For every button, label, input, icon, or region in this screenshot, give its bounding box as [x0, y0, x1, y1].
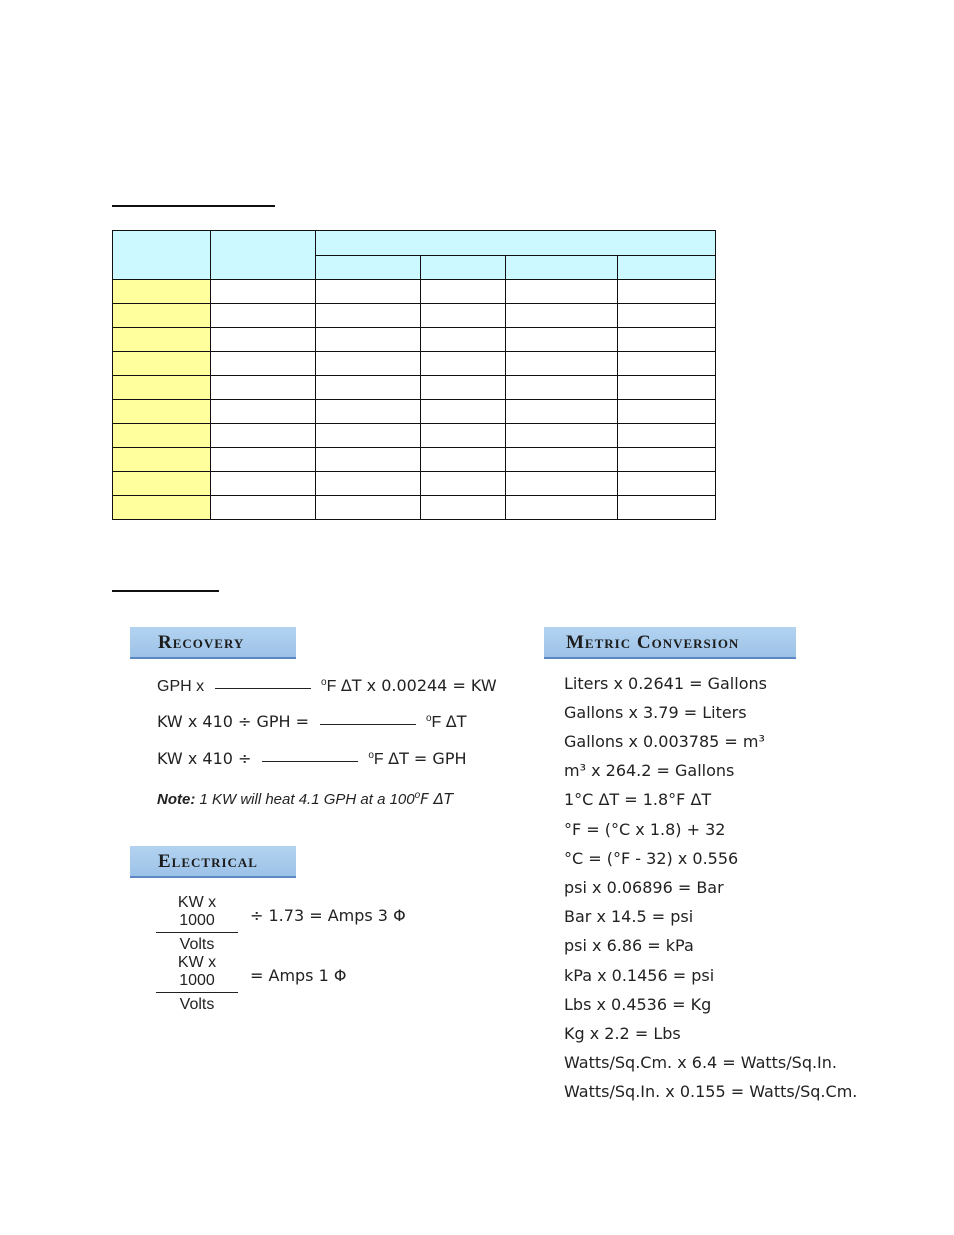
recovery-formula-1: GPH x $^o$F ΔT x 0.00244 = KW: [157, 676, 497, 695]
table-row: [113, 472, 716, 496]
table-row: [113, 424, 716, 448]
header-cell: [211, 231, 316, 280]
subheader-cell: [316, 256, 421, 280]
table-row: [113, 304, 716, 328]
conversion-line: °C = (°F - 32) x 0.556: [564, 849, 739, 868]
table-row: [113, 496, 716, 520]
table-row: [113, 448, 716, 472]
conversion-line: m³ x 264.2 = Gallons: [564, 761, 735, 780]
metric-conversion-heading: Metric Conversion: [544, 627, 796, 659]
recovery-formula-2: KW x 410 ÷ GPH = $^o$F ΔT: [157, 712, 467, 731]
conversion-line: 1°C ΔT = 1.8°F ΔT: [564, 790, 712, 809]
header-cell-span: [316, 231, 716, 256]
conversion-line: Lbs x 0.4536 = Kg: [564, 995, 712, 1014]
conversion-line: Gallons x 0.003785 = m³: [564, 732, 765, 751]
electrical-formula-2-tail: = Amps 1 Φ: [250, 966, 347, 985]
electrical-fraction-2: KW x 1000 Volts: [156, 954, 238, 1014]
conversion-line: Kg x 2.2 = Lbs: [564, 1024, 681, 1043]
header-cell: [113, 231, 211, 280]
conversion-line: psi x 0.06896 = Bar: [564, 878, 724, 897]
table-row: [113, 376, 716, 400]
table-row: [113, 400, 716, 424]
subheader-cell: [506, 256, 618, 280]
subheader-cell: [618, 256, 716, 280]
conversion-line: Watts/Sq.Cm. x 6.4 = Watts/Sq.In.: [564, 1053, 837, 1072]
electrical-heading: Electrical: [130, 846, 296, 878]
conversion-line: psi x 6.86 = kPa: [564, 936, 694, 955]
data-table: [112, 230, 716, 520]
recovery-note: Note: 1 KW will heat 4.1 GPH at a 100$^o$F ΔT: [157, 790, 453, 808]
section-heading-underline-1: [112, 205, 275, 207]
subheader-cell: [421, 256, 506, 280]
conversion-line: °F = (°C x 1.8) + 32: [564, 820, 726, 839]
formula-sheet: [112, 610, 858, 1120]
conversion-line: Bar x 14.5 = psi: [564, 907, 694, 926]
table-row: [113, 328, 716, 352]
electrical-fraction-1: KW x 1000 Volts: [156, 894, 238, 954]
electrical-formula-1-tail: ÷ 1.73 = Amps 3 Φ: [250, 906, 406, 925]
table-row: [113, 280, 716, 304]
conversion-line: Liters x 0.2641 = Gallons: [564, 674, 767, 693]
recovery-formula-3: KW x 410 ÷ $^o$F ΔT = GPH: [157, 749, 467, 768]
recovery-heading: Recovery: [130, 627, 296, 659]
conversion-line: Watts/Sq.In. x 0.155 = Watts/Sq.Cm.: [564, 1082, 858, 1101]
conversion-line: kPa x 0.1456 = psi: [564, 966, 715, 985]
table-row: [113, 352, 716, 376]
section-heading-underline-2: [112, 590, 219, 592]
conversion-line: Gallons x 3.79 = Liters: [564, 703, 747, 722]
